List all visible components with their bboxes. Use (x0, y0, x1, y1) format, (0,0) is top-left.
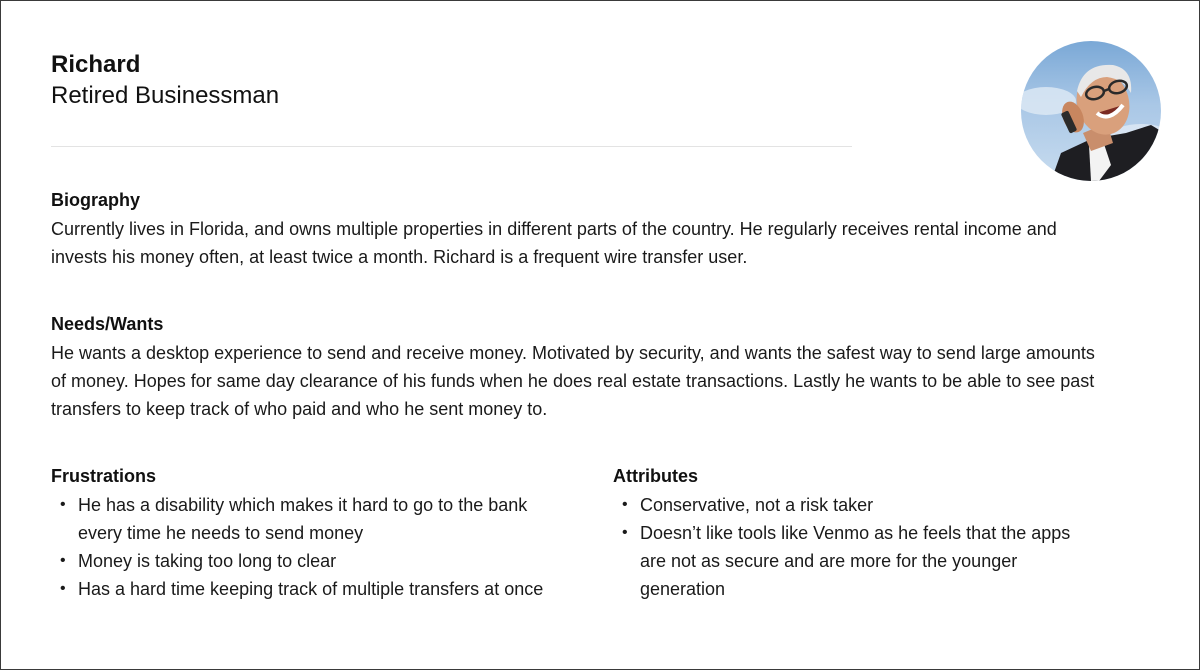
list-item: • Has a hard time keeping track of multiple transfers at once (51, 575, 551, 603)
avatar (1021, 41, 1161, 181)
list-item: • He has a disability which makes it hard to go to the bank every time he needs to send money (51, 491, 551, 547)
persona-role: Retired Businessman (51, 82, 280, 109)
biography-title: Biography (51, 190, 141, 210)
list-item: • Conservative, not a risk taker (613, 491, 1093, 519)
biography-text: Currently lives in Florida, and owns multiple properties in different parts of the country. He regularly receives rental income and invests his money often, at least twice a month. Richard is a frequent wire transfer user. (51, 219, 1057, 267)
list-item: • Money is taking too long to clear (51, 547, 551, 575)
frustrations-list (51, 491, 551, 603)
header-divider (51, 146, 852, 147)
persona-name: Richard (51, 51, 141, 78)
list-item: • Doesn’t like tools like Venmo as he feels that the apps are not as secure and are more for the younger generation (613, 519, 1093, 603)
avatar-photo-icon (1021, 41, 1161, 181)
needs-text: He wants a desktop experience to send and receive money. Motivated by security, and wants the safest way to send large amounts of money. Hopes for same day clearance of his funds when he does real estate transactions. Lastly he wants to be able to see past transfers to keep track of who paid and who he sent money to. (51, 343, 1095, 419)
frustrations-title: Frustrations (51, 466, 157, 486)
needs-title: Needs/Wants (51, 314, 164, 334)
attributes-title: Attributes (613, 466, 698, 486)
attributes-list (613, 491, 1093, 603)
